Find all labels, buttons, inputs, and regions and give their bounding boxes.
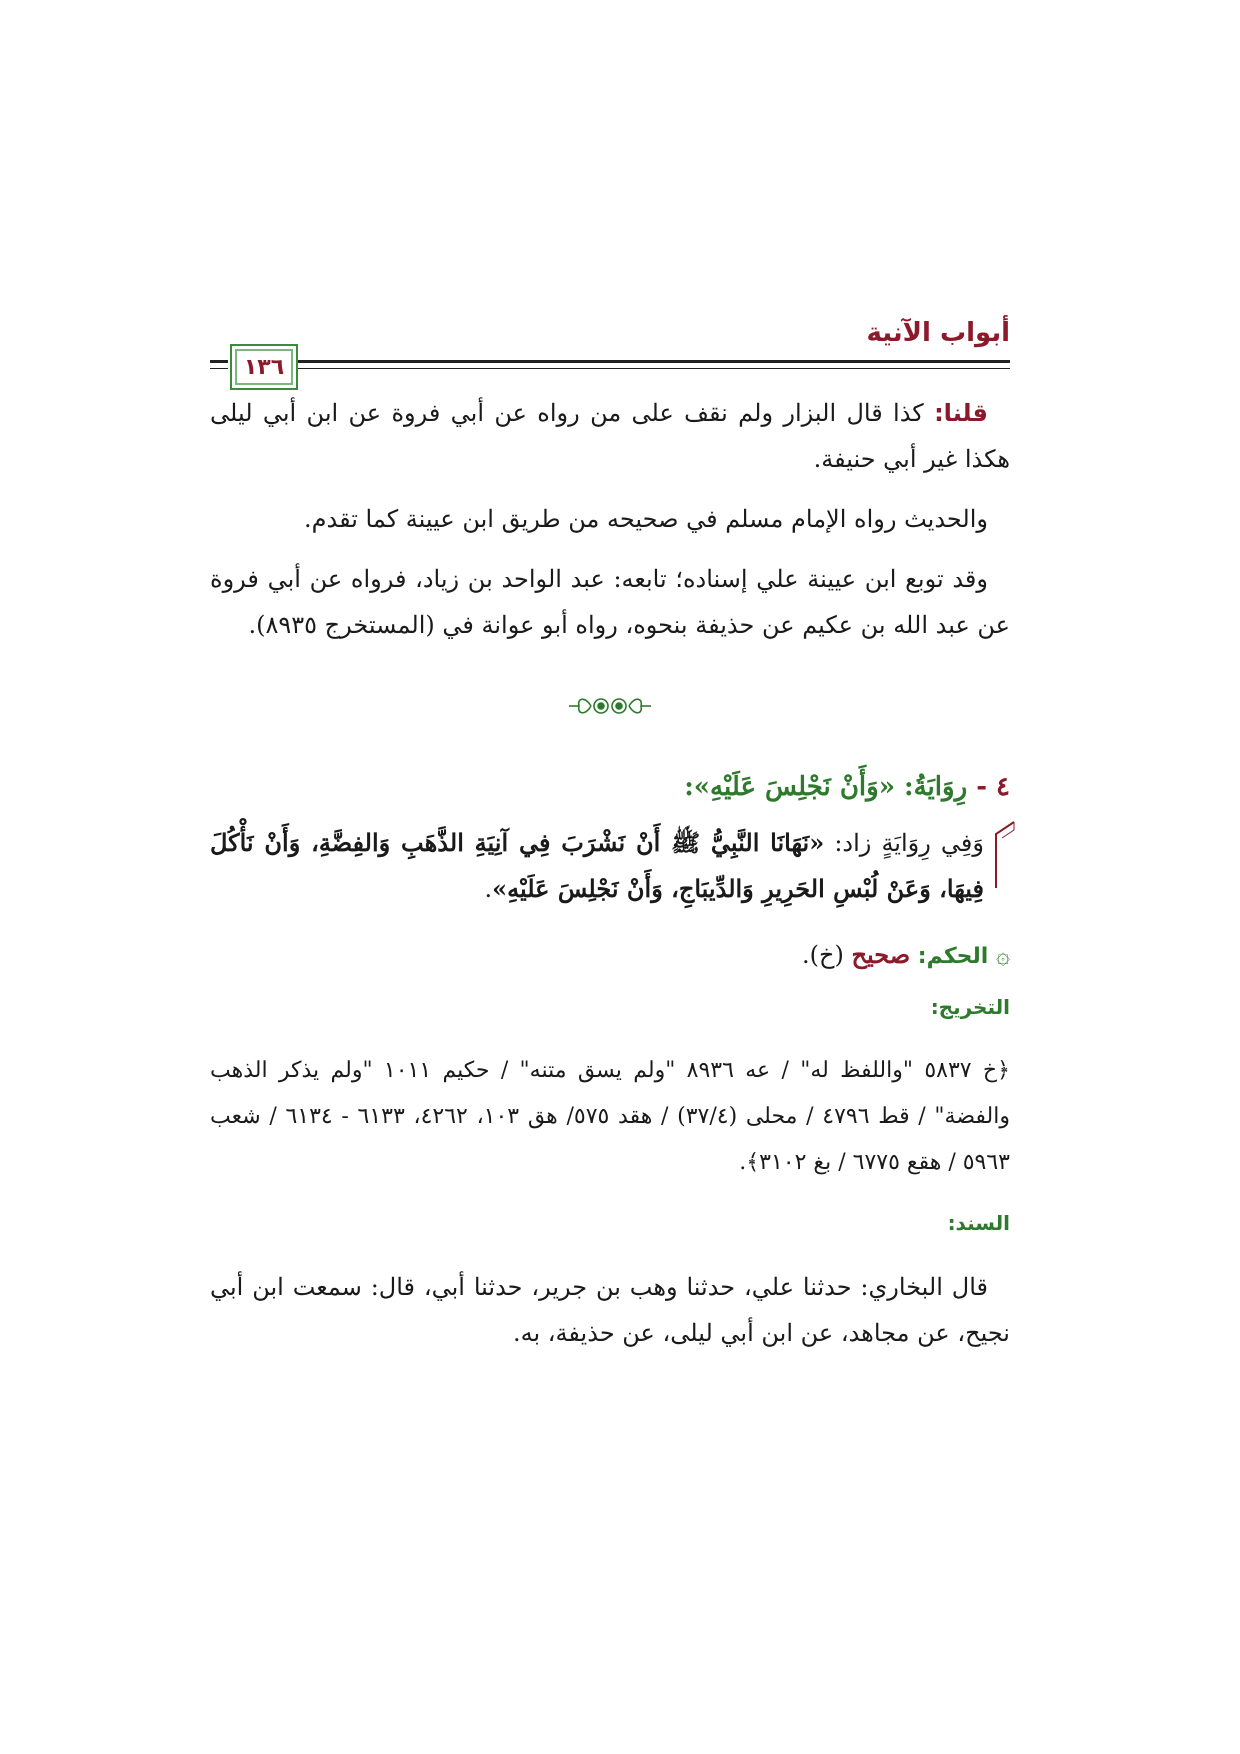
takhrij-block [210, 1048, 1010, 1186]
qulna-label: قلنا: [934, 399, 988, 427]
page-header [210, 300, 1010, 390]
ruling-value: صحيح [851, 940, 911, 969]
hadith-block [210, 820, 1010, 912]
hadith-text [210, 820, 984, 912]
corner-bracket-icon [994, 820, 1016, 890]
qulna-text: كذا قال البزار ولم نقف على من رواه عن أبي فروة عن ابن أبي ليلى هكذا غير أبي حنيفة. [210, 399, 1010, 473]
takhrij-heading: التخريج: [930, 995, 1010, 1019]
ruling-line [210, 932, 1010, 980]
section-title: رِوَايَةُ: «وَأَنْ نَجْلِسَ عَلَيْهِ»: [684, 772, 968, 802]
section-divider-ornament [210, 688, 1010, 728]
paragraph-mutaba: وقد توبع ابن عيينة علي إسناده؛ تابعه: عبد الواحد بن زياد، فرواه عن أبي فروة عن عبد الله بن عكيم عن حذيفة بنحوه، رواه أبو عوانة في (المستخرج ٨٩٣٥). [210, 565, 1010, 639]
ruling-symbol-icon: ۞ [995, 941, 1010, 969]
takhrij-text: ﴿خ ٥٨٣٧ "واللفظ له" / عه ٨٩٣٦ "ولم يسق متنه" / حكيم ١٠١١ "ولم يذكر الذهب والفضة" / قط ٤٧٩٦ / محلى (٣٧/٤) / هقد ٥٧٥/ هق ١٠٣، ٤٢٦٢، ٦١٣٣ - ٦١٣٤ / شعب ٥٩٦٣ / هقع ٦٧٧٥ / بغ ٣١٠٢﴾. [210, 1058, 1010, 1175]
chapter-title: أبواب الآنية [866, 318, 1010, 348]
sanad-text: قال البخاري: حدثنا علي، حدثنا وهب بن جرير، حدثنا أبي، قال: سمعت ابن أبي نجيح، عن مجاهد، عن ابن أبي ليلى، عن حذيفة، به. [210, 1273, 1010, 1347]
section-heading [210, 772, 1010, 802]
section-number: ٤ - [976, 772, 1010, 802]
header-rule-thin [210, 368, 1010, 369]
header-rule-thick [210, 360, 1010, 363]
paragraph-qulna [210, 390, 1010, 482]
page [210, 300, 1010, 1370]
hadith-intro: وَفِي رِوَايَةٍ زاد: [824, 829, 984, 857]
paragraph-muslim: والحديث رواه الإمام مسلم في صحيحه من طريق ابن عيينة كما تقدم. [304, 505, 988, 533]
page-number-badge [230, 344, 298, 390]
floral-ornament-icon [565, 688, 655, 724]
ruling-note: (خ). [802, 941, 844, 969]
hadith-matn: «نَهَانَا النَّبِيُّ ﷺ أَنْ نَشْرَبَ فِي آنِيَةِ الذَّهَبِ وَالفِضَّةِ، وَأَنْ نَأْكُلَ فِيهَا، وَعَنْ لُبْسِ الحَرِيرِ وَالدِّيبَاجِ، وَأَنْ نَجْلِسَ عَلَيْهِ» [210, 828, 984, 903]
sanad-heading: السند: [947, 1211, 1010, 1235]
page-number: ١٣٦ [243, 354, 285, 380]
ruling-label: الحكم: [917, 944, 989, 969]
hadith-end: . [484, 875, 493, 903]
